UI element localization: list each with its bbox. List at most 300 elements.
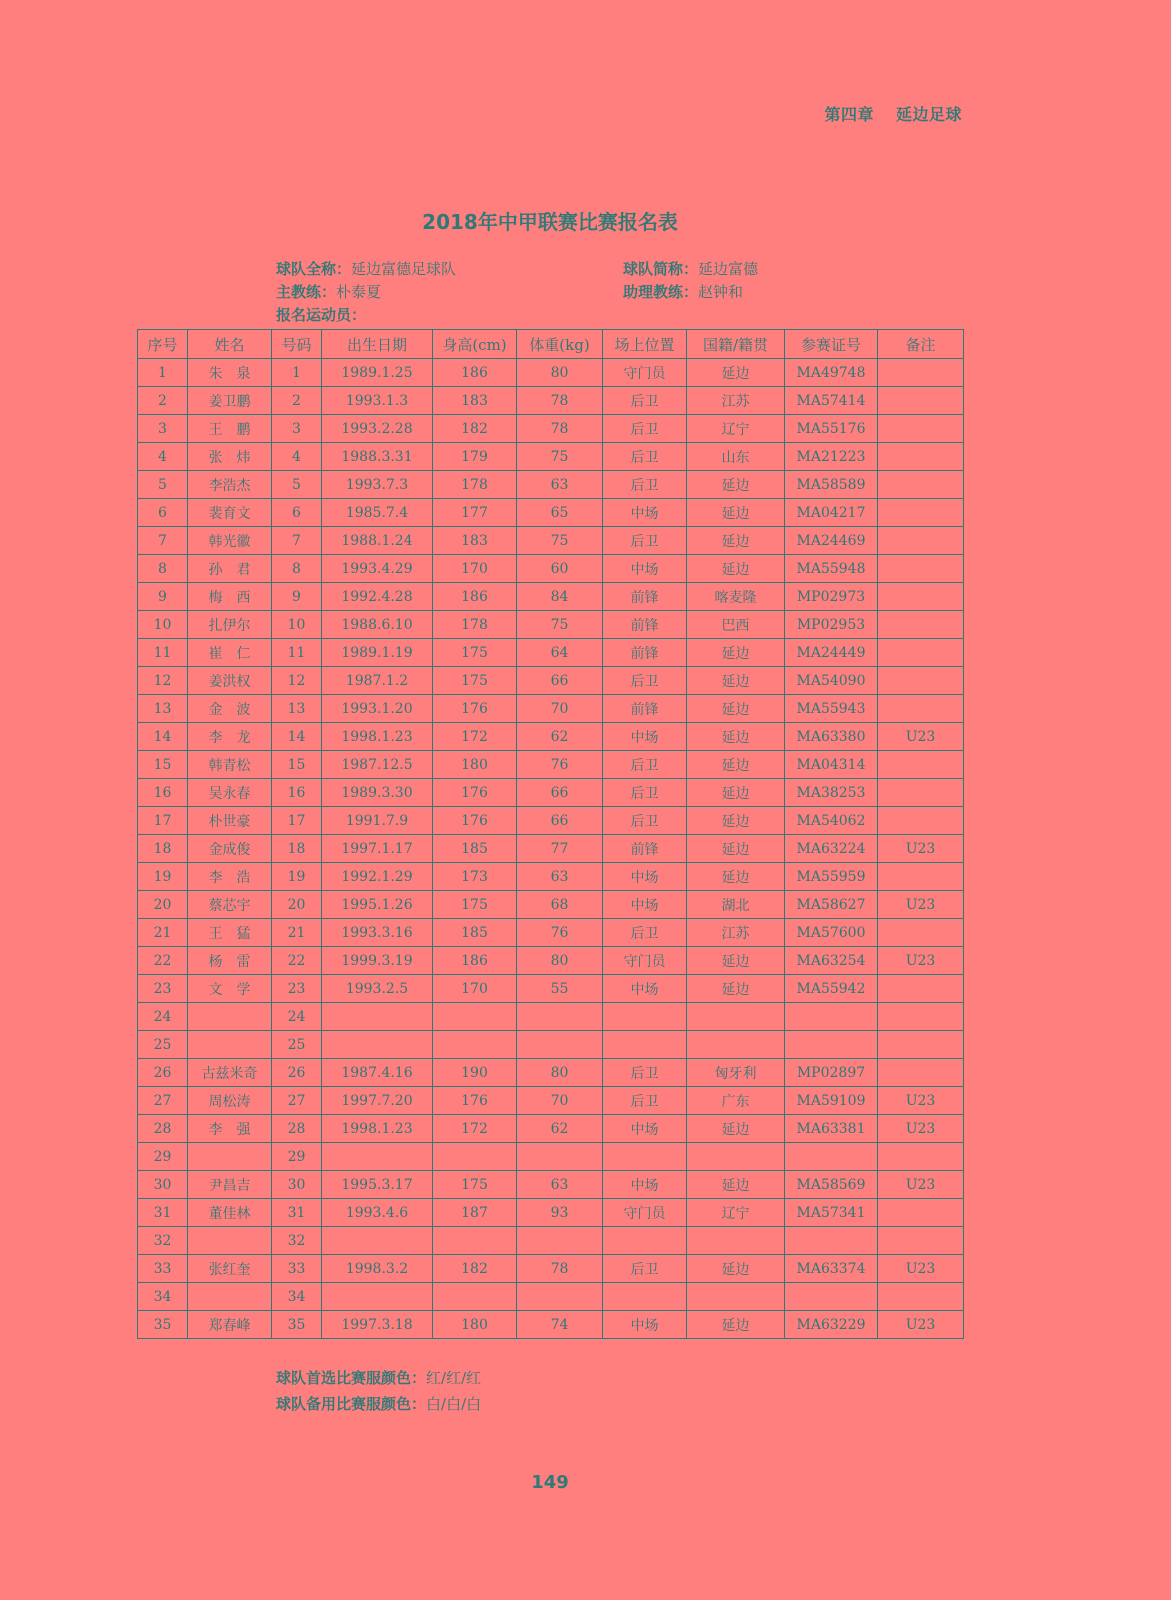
cell-name: 董佳林 [188,1199,272,1227]
cell-height [433,1031,517,1059]
col-header-position: 场上位置 [603,330,687,359]
cell-index: 20 [138,891,188,919]
cell-position: 后卫 [603,527,687,555]
cell-birthdate: 1997.7.20 [322,1087,433,1115]
cell-remarks [878,779,964,807]
cell-position [603,1227,687,1255]
cell-birthdate: 1999.3.19 [322,947,433,975]
cell-remarks [878,667,964,695]
chapter-title: 延边足球 [895,105,962,124]
assistant-coach [623,281,743,302]
cell-license: MA57414 [785,387,878,415]
cell-height: 176 [433,1087,517,1115]
cell-birthdate: 1993.3.16 [322,919,433,947]
cell-height: 180 [433,1311,517,1339]
cell-license: MA21223 [785,443,878,471]
primary-kit-label: 球队首选比赛服颜色： [276,1369,427,1387]
cell-position: 后卫 [603,779,687,807]
cell-license [785,1031,878,1059]
players-label [276,304,366,325]
cell-index: 7 [138,527,188,555]
cell-number: 14 [272,723,322,751]
cell-name: 古兹米奇 [188,1059,272,1087]
table-row [138,1171,964,1199]
cell-name [188,1283,272,1311]
cell-number: 5 [272,471,322,499]
cell-license: MP02897 [785,1059,878,1087]
cell-index: 6 [138,499,188,527]
cell-remarks [878,863,964,891]
cell-position: 中场 [603,1171,687,1199]
cell-remarks: U23 [878,835,964,863]
cell-origin: 匈牙利 [687,1059,785,1087]
cell-number: 21 [272,919,322,947]
cell-height: 190 [433,1059,517,1087]
cell-name: 张 炜 [188,443,272,471]
cell-number: 31 [272,1199,322,1227]
cell-position [603,1283,687,1311]
cell-height [433,1143,517,1171]
cell-name: 崔 仁 [188,639,272,667]
table-row [138,499,964,527]
cell-remarks: U23 [878,891,964,919]
cell-remarks [878,611,964,639]
cell-index: 3 [138,415,188,443]
cell-license: MA38253 [785,779,878,807]
cell-weight: 64 [517,639,603,667]
cell-license: MA49748 [785,359,878,387]
cell-origin: 延边 [687,1255,785,1283]
cell-position: 前锋 [603,583,687,611]
cell-license [785,1283,878,1311]
table-row [138,807,964,835]
cell-height: 175 [433,891,517,919]
table-row [138,723,964,751]
cell-weight: 65 [517,499,603,527]
cell-position: 守门员 [603,359,687,387]
table-row [138,1227,964,1255]
cell-position: 守门员 [603,1199,687,1227]
cell-weight [517,1143,603,1171]
cell-number: 4 [272,443,322,471]
cell-remarks [878,499,964,527]
cell-index: 1 [138,359,188,387]
cell-name: 李 龙 [188,723,272,751]
cell-origin: 延边 [687,359,785,387]
cell-origin: 延边 [687,975,785,1003]
cell-number: 23 [272,975,322,1003]
cell-position [603,1031,687,1059]
cell-position: 后卫 [603,751,687,779]
cell-position: 中场 [603,723,687,751]
cell-index: 31 [138,1199,188,1227]
cell-height [433,1227,517,1255]
cell-index: 15 [138,751,188,779]
cell-number: 1 [272,359,322,387]
cell-height: 182 [433,1255,517,1283]
cell-birthdate: 1988.3.31 [322,443,433,471]
cell-index: 13 [138,695,188,723]
cell-birthdate: 1988.1.24 [322,527,433,555]
cell-weight: 76 [517,919,603,947]
cell-origin: 延边 [687,1171,785,1199]
cell-index: 2 [138,387,188,415]
alternate-kit-value: 白/白/白 [426,1395,482,1413]
cell-index: 4 [138,443,188,471]
cell-license: MA63381 [785,1115,878,1143]
table-row [138,1199,964,1227]
cell-birthdate: 1997.3.18 [322,1311,433,1339]
cell-name [188,1003,272,1031]
cell-remarks [878,359,964,387]
cell-remarks: U23 [878,1255,964,1283]
col-header-weight: 体重(kg) [517,330,603,359]
cell-name: 吴永春 [188,779,272,807]
roster-table [137,329,964,1339]
cell-origin: 延边 [687,639,785,667]
cell-number: 3 [272,415,322,443]
table-row [138,443,964,471]
cell-name: 韩光徽 [188,527,272,555]
cell-remarks [878,1003,964,1031]
cell-position [603,1003,687,1031]
page-title: 2018年中甲联赛比赛报名表 [422,210,678,234]
cell-position: 后卫 [603,387,687,415]
cell-number: 27 [272,1087,322,1115]
table-row [138,611,964,639]
cell-name: 文 学 [188,975,272,1003]
cell-weight: 60 [517,555,603,583]
cell-birthdate: 1991.7.9 [322,807,433,835]
players-label-text: 报名运动员： [276,306,367,324]
cell-name: 姜洪权 [188,667,272,695]
primary-kit [276,1367,481,1388]
cell-license: MA54090 [785,667,878,695]
cell-birthdate: 1998.1.23 [322,723,433,751]
cell-license: MA58589 [785,471,878,499]
cell-birthdate: 1989.3.30 [322,779,433,807]
cell-license: MA63254 [785,947,878,975]
chapter-header [824,102,962,125]
cell-position: 后卫 [603,1255,687,1283]
cell-height: 176 [433,779,517,807]
primary-kit-value: 红/红/红 [426,1369,482,1387]
cell-name: 梅 西 [188,583,272,611]
cell-number: 15 [272,751,322,779]
cell-height: 185 [433,835,517,863]
chapter-number: 第四章 [824,105,874,124]
table-row [138,1311,964,1339]
cell-position: 中场 [603,1311,687,1339]
cell-weight: 68 [517,891,603,919]
cell-remarks: U23 [878,723,964,751]
cell-position: 后卫 [603,1059,687,1087]
team-full-name-value: 延边富德足球队 [351,260,457,278]
cell-birthdate: 1989.1.25 [322,359,433,387]
cell-remarks [878,919,964,947]
cell-index: 16 [138,779,188,807]
cell-height: 175 [433,667,517,695]
cell-origin: 延边 [687,835,785,863]
table-row [138,835,964,863]
cell-remarks [878,1031,964,1059]
cell-weight: 77 [517,835,603,863]
cell-position: 后卫 [603,443,687,471]
cell-index: 22 [138,947,188,975]
cell-index: 26 [138,1059,188,1087]
cell-license: MA55176 [785,415,878,443]
cell-birthdate: 1993.4.6 [322,1199,433,1227]
cell-height: 176 [433,695,517,723]
cell-weight: 62 [517,1115,603,1143]
col-header-index: 序号 [138,330,188,359]
assistant-coach-value: 赵钟和 [698,283,744,301]
cell-birthdate: 1989.1.19 [322,639,433,667]
roster-body [138,359,964,1339]
table-row [138,695,964,723]
cell-number: 29 [272,1143,322,1171]
cell-birthdate: 1987.1.2 [322,667,433,695]
cell-remarks [878,751,964,779]
cell-weight: 62 [517,723,603,751]
col-header-origin: 国籍/籍贯 [687,330,785,359]
cell-position: 前锋 [603,695,687,723]
cell-license: MP02973 [785,583,878,611]
cell-number: 33 [272,1255,322,1283]
cell-position: 后卫 [603,919,687,947]
cell-origin: 湖北 [687,891,785,919]
cell-weight: 63 [517,471,603,499]
cell-height [433,1003,517,1031]
cell-origin: 延边 [687,947,785,975]
cell-weight [517,1227,603,1255]
cell-birthdate [322,1003,433,1031]
cell-weight: 80 [517,1059,603,1087]
cell-license: MA24469 [785,527,878,555]
table-row [138,975,964,1003]
cell-origin: 延边 [687,555,785,583]
cell-birthdate: 1992.4.28 [322,583,433,611]
cell-index: 10 [138,611,188,639]
cell-number: 9 [272,583,322,611]
cell-origin: 延边 [687,807,785,835]
cell-birthdate: 1993.2.28 [322,415,433,443]
cell-index: 21 [138,919,188,947]
cell-birthdate [322,1143,433,1171]
cell-weight: 80 [517,947,603,975]
cell-origin: 江苏 [687,387,785,415]
cell-index: 35 [138,1311,188,1339]
cell-number: 28 [272,1115,322,1143]
table-row [138,415,964,443]
cell-name: 裴育文 [188,499,272,527]
cell-origin: 延边 [687,751,785,779]
cell-origin [687,1283,785,1311]
table-row [138,583,964,611]
cell-remarks: U23 [878,1311,964,1339]
cell-remarks [878,555,964,583]
cell-license: MA24449 [785,639,878,667]
cell-height: 182 [433,415,517,443]
col-header-license: 参赛证号 [785,330,878,359]
cell-weight: 80 [517,359,603,387]
cell-license: MA54062 [785,807,878,835]
cell-name: 周松涛 [188,1087,272,1115]
cell-number: 18 [272,835,322,863]
cell-weight [517,1283,603,1311]
cell-license: MA57341 [785,1199,878,1227]
table-row [138,1255,964,1283]
cell-weight: 66 [517,779,603,807]
cell-name: 王 猛 [188,919,272,947]
cell-remarks [878,1143,964,1171]
cell-license [785,1003,878,1031]
cell-origin: 延边 [687,723,785,751]
cell-origin [687,1003,785,1031]
cell-license: MA58627 [785,891,878,919]
table-row [138,667,964,695]
cell-height: 185 [433,919,517,947]
cell-weight: 78 [517,1255,603,1283]
cell-name: 扎伊尔 [188,611,272,639]
cell-index: 19 [138,863,188,891]
cell-origin: 延边 [687,1311,785,1339]
cell-remarks: U23 [878,1087,964,1115]
cell-position: 后卫 [603,807,687,835]
team-full-name [276,258,456,279]
cell-birthdate: 1997.1.17 [322,835,433,863]
cell-birthdate: 1998.1.23 [322,1115,433,1143]
cell-position: 中场 [603,975,687,1003]
cell-number: 24 [272,1003,322,1031]
cell-index: 11 [138,639,188,667]
cell-license: MA59109 [785,1087,878,1115]
cell-height: 180 [433,751,517,779]
cell-name: 孙 君 [188,555,272,583]
col-header-birthdate: 出生日期 [322,330,433,359]
cell-index: 32 [138,1227,188,1255]
cell-number: 32 [272,1227,322,1255]
cell-height: 170 [433,555,517,583]
cell-weight: 75 [517,527,603,555]
team-full-name-label: 球队全称： [276,260,352,278]
cell-remarks [878,1199,964,1227]
cell-license: MA55948 [785,555,878,583]
cell-name: 王 鹏 [188,415,272,443]
cell-name: 朱 泉 [188,359,272,387]
cell-height [433,1283,517,1311]
head-coach-value: 朴泰夏 [336,283,382,301]
cell-origin [687,1031,785,1059]
cell-height: 170 [433,975,517,1003]
cell-origin [687,1227,785,1255]
cell-license [785,1143,878,1171]
cell-index: 30 [138,1171,188,1199]
cell-origin [687,1143,785,1171]
cell-origin: 延边 [687,695,785,723]
cell-remarks [878,695,964,723]
cell-weight: 74 [517,1311,603,1339]
cell-position: 中场 [603,499,687,527]
table-row [138,555,964,583]
cell-origin: 辽宁 [687,415,785,443]
team-short-name [623,258,758,279]
cell-birthdate: 1995.3.17 [322,1171,433,1199]
cell-height: 186 [433,359,517,387]
cell-remarks [878,1227,964,1255]
team-short-name-label: 球队简称： [623,260,699,278]
cell-weight: 78 [517,415,603,443]
cell-weight: 66 [517,807,603,835]
cell-origin: 喀麦隆 [687,583,785,611]
cell-license: MA55959 [785,863,878,891]
cell-height: 173 [433,863,517,891]
alternate-kit [276,1393,481,1414]
cell-license: MA63229 [785,1311,878,1339]
cell-weight: 76 [517,751,603,779]
cell-number: 12 [272,667,322,695]
cell-position: 前锋 [603,835,687,863]
cell-remarks [878,527,964,555]
cell-license: MP02953 [785,611,878,639]
table-row [138,471,964,499]
cell-birthdate: 1992.1.29 [322,863,433,891]
table-row [138,919,964,947]
cell-number: 26 [272,1059,322,1087]
cell-name [188,1031,272,1059]
cell-name: 蔡芯宇 [188,891,272,919]
cell-height: 187 [433,1199,517,1227]
cell-weight [517,1031,603,1059]
cell-index: 33 [138,1255,188,1283]
cell-name: 金 波 [188,695,272,723]
col-header-number: 号码 [272,330,322,359]
alternate-kit-label: 球队备用比赛服颜色： [276,1395,427,1413]
cell-license: MA63224 [785,835,878,863]
cell-birthdate: 1988.6.10 [322,611,433,639]
cell-number: 25 [272,1031,322,1059]
cell-name: 张红奎 [188,1255,272,1283]
cell-position: 后卫 [603,667,687,695]
cell-height: 175 [433,1171,517,1199]
cell-position: 后卫 [603,415,687,443]
cell-weight: 75 [517,443,603,471]
cell-height: 178 [433,471,517,499]
cell-origin: 延边 [687,1115,785,1143]
table-row [138,1143,964,1171]
cell-license: MA04314 [785,751,878,779]
cell-origin: 延边 [687,471,785,499]
cell-number: 10 [272,611,322,639]
cell-license: MA58569 [785,1171,878,1199]
cell-origin: 延边 [687,527,785,555]
cell-birthdate: 1995.1.26 [322,891,433,919]
cell-number: 34 [272,1283,322,1311]
cell-index: 23 [138,975,188,1003]
cell-height: 179 [433,443,517,471]
table-row [138,779,964,807]
cell-remarks [878,471,964,499]
cell-index: 34 [138,1283,188,1311]
cell-name: 韩青松 [188,751,272,779]
cell-name: 朴世豪 [188,807,272,835]
table-row [138,359,964,387]
table-row [138,1087,964,1115]
cell-origin: 延边 [687,863,785,891]
cell-remarks [878,583,964,611]
cell-name: 李浩杰 [188,471,272,499]
cell-remarks: U23 [878,1115,964,1143]
